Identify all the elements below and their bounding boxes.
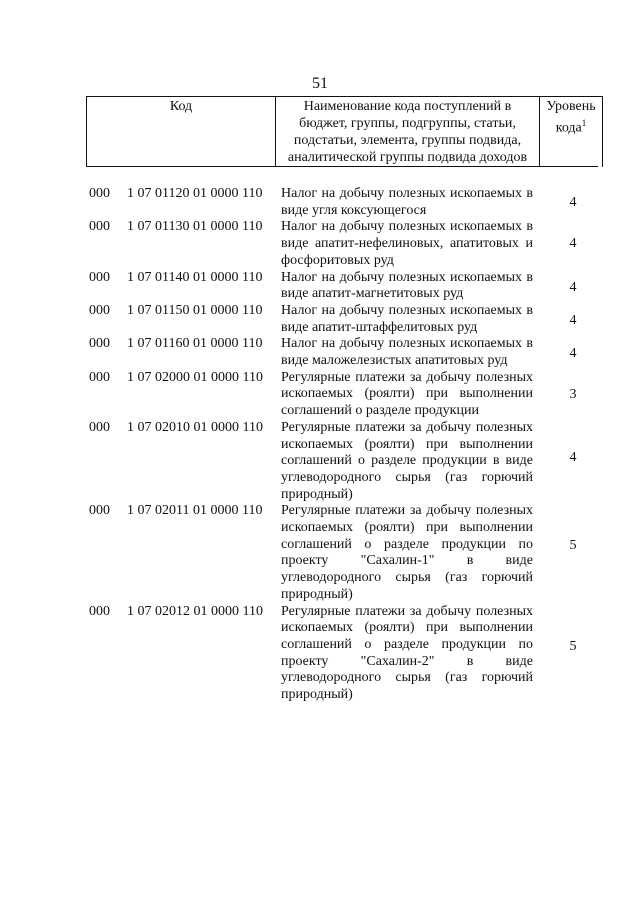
row-name: Регулярные платежи за добычу полезных ископаемых (роялти) при выполнении соглашений о разделе продукции по проекту "Сахалин-2" в виде углеводородного сырья (газ горючий природный) [281, 603, 533, 703]
row-name: Налог на добычу полезных ископаемых в виде апатит-магнетитовых руд [281, 269, 533, 302]
table-header [86, 96, 603, 167]
row-prefix: 000 [89, 603, 110, 619]
table-row [0, 370, 640, 420]
table-row [0, 604, 640, 704]
row-level: 4 [569, 346, 577, 362]
row-code: 1 07 01120 01 0000 110 [127, 186, 263, 201]
row-code: 1 07 02000 01 0000 110 [127, 369, 263, 385]
table-row [0, 336, 640, 369]
row-level: 4 [569, 312, 577, 328]
row-prefix: 000 [89, 336, 110, 352]
table-row [0, 186, 640, 219]
header-level-label: Уровень кода [546, 99, 596, 136]
row-level: 4 [569, 236, 577, 252]
row-level: 4 [569, 195, 577, 210]
row-name: Налог на добычу полезных ископаемых в виде угля коксующегося [281, 186, 533, 218]
row-code: 1 07 02012 01 0000 110 [127, 603, 263, 619]
row-level: 4 [569, 449, 577, 465]
header-code-cell [87, 97, 276, 168]
page-number: 51 [312, 75, 328, 92]
table-row [0, 420, 640, 504]
row-name: Налог на добычу полезных ископаемых в виде апатит-штаффелитовых руд [281, 302, 533, 335]
row-prefix: 000 [89, 219, 110, 235]
row-code: 1 07 01160 01 0000 110 [127, 336, 263, 352]
header-bottom-rule [86, 166, 598, 167]
row-prefix: 000 [89, 419, 110, 435]
row-name: Регулярные платежи за добычу полезных ископаемых (роялти) при выполнении соглашений о разделе продукции в виде углеводородного сырья (газ горючий природный) [281, 419, 533, 502]
row-name: Налог на добычу полезных ископаемых в виде маложелезистых апатитовых руд [281, 336, 533, 369]
row-level: 5 [569, 638, 577, 654]
row-level: 5 [569, 538, 577, 554]
header-code-label: Код [169, 99, 193, 114]
table-row [0, 270, 640, 303]
table-body [0, 186, 640, 704]
header-name-cell [276, 97, 540, 168]
row-prefix: 000 [89, 369, 110, 385]
row-name: Регулярные платежи за добычу полезных ископаемых (роялти) при выполнении соглашений о разделе продукции по проекту "Сахалин-1" в виде углеводородного сырья (газ горючий природный) [281, 503, 533, 602]
row-name: Налог на добычу полезных ископаемых в виде апатит-нефелиновых, апатитовых и фосфоритовых руд [281, 219, 533, 268]
row-prefix: 000 [89, 186, 110, 201]
row-prefix: 000 [89, 503, 110, 519]
row-prefix: 000 [89, 269, 110, 285]
row-prefix: 000 [89, 302, 110, 318]
row-code: 1 07 02010 01 0000 110 [127, 419, 263, 435]
row-code: 1 07 01130 01 0000 110 [127, 219, 263, 235]
header-level-cell [540, 97, 603, 168]
header-name-label: Наименование кода поступлений в бюджет, группы, подгруппы, статьи, подстатьи, элемента, группы подвида, аналитической группы подвида доходов [287, 99, 528, 165]
table-row [0, 219, 640, 269]
table-row [0, 303, 640, 336]
table-row [0, 503, 640, 603]
row-name: Регулярные платежи за добычу полезных ископаемых (роялти) при выполнении соглашений о разделе продукции [281, 369, 533, 419]
row-code: 1 07 01150 01 0000 110 [127, 302, 263, 318]
row-code: 1 07 01140 01 0000 110 [127, 269, 263, 285]
footnote-marker: 1 [581, 118, 587, 128]
row-level: 4 [569, 279, 577, 295]
row-level: 3 [569, 386, 577, 402]
row-code: 1 07 02011 01 0000 110 [127, 503, 263, 519]
